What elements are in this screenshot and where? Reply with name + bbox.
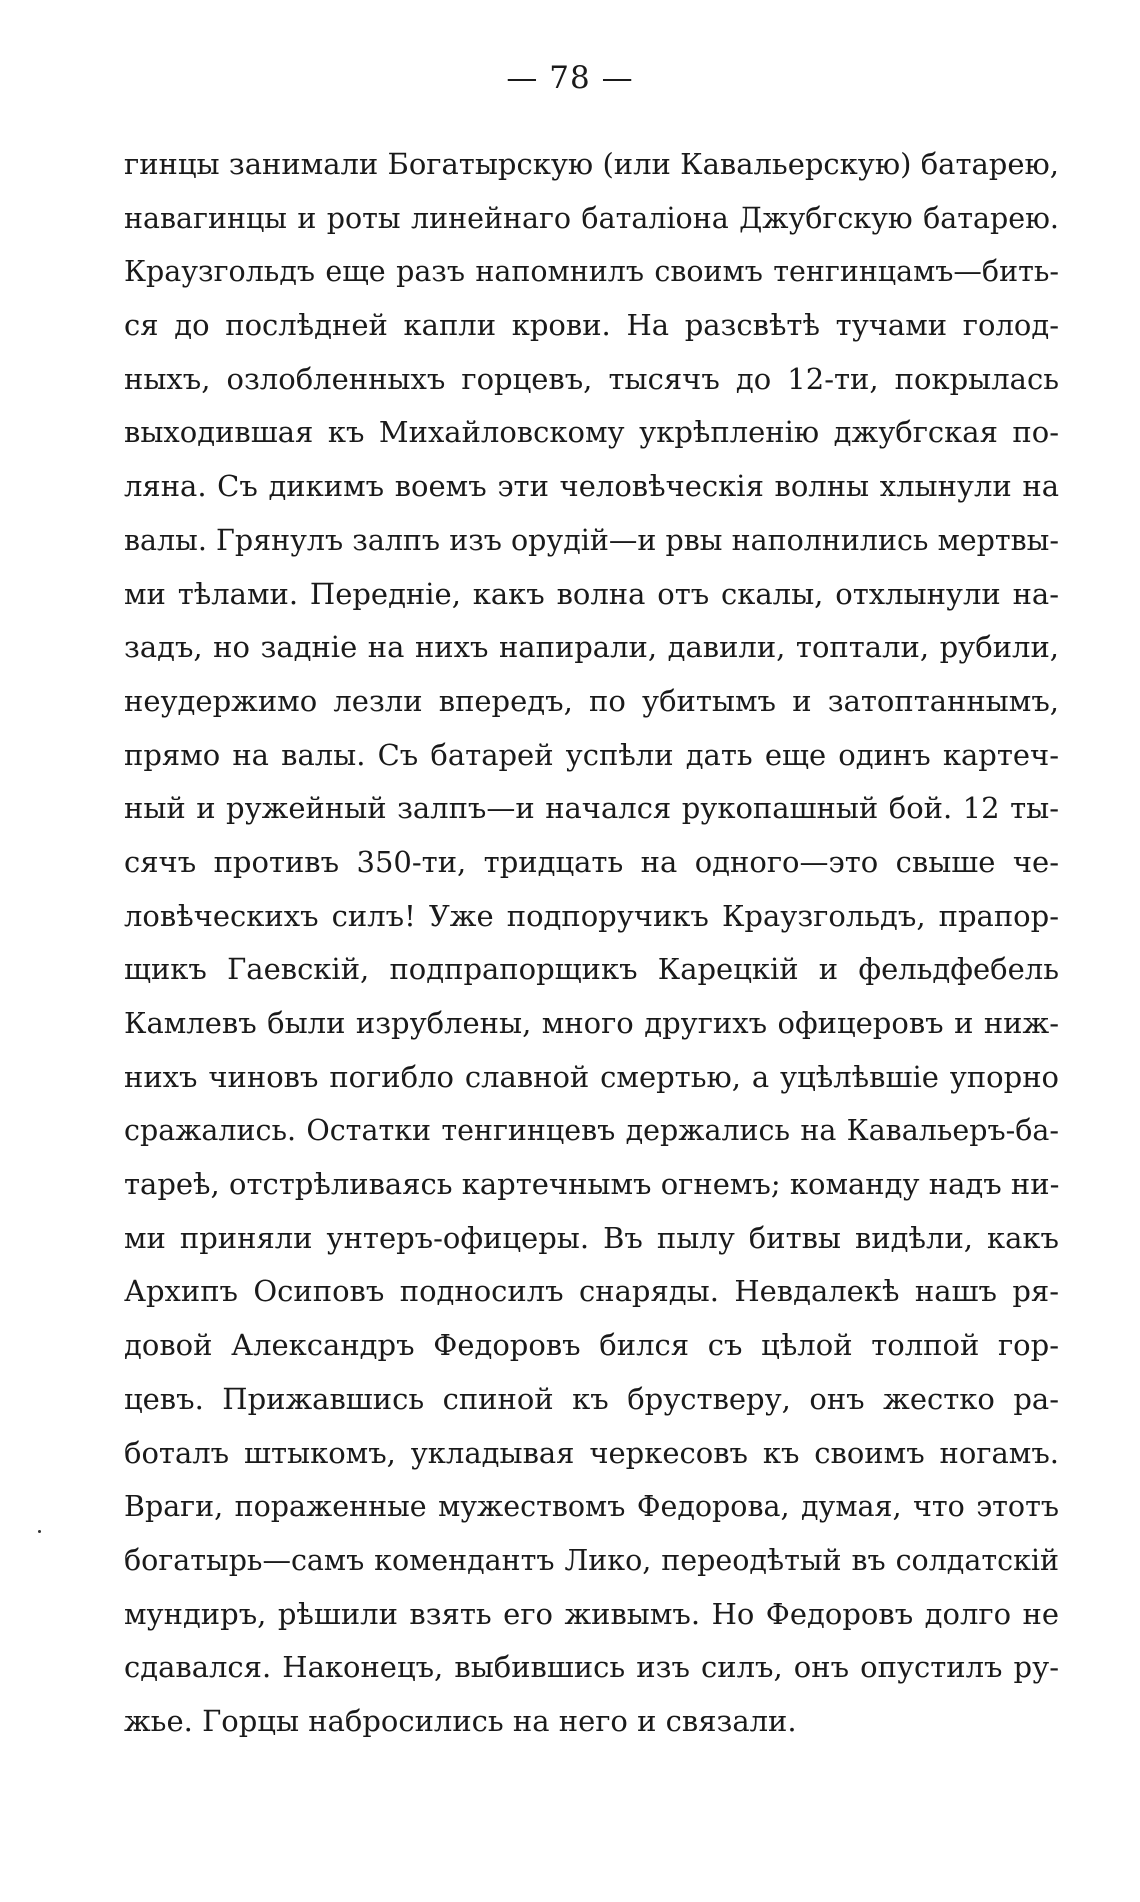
text-line: нихъ чиновъ погибло славной смертью, а уцѣлѣвшіе упорно [124,1059,1059,1094]
text-line: щикъ Гаевскій, подпрапорщикъ Карецкій и фельдфебель [124,952,1059,987]
text-line: цевъ. Прижавшись спиной къ брустверу, онъ жестко ра- [124,1381,1059,1416]
text-line: Камлевъ были изрублены, много другихъ офицеровъ и ниж- [124,1006,1059,1040]
text-line: боталъ штыкомъ, укладывая черкесовъ къ своимъ ногамъ. [124,1435,1059,1470]
text-line: задъ, но задніе на нихъ напирали, давили, топтали, рубили, [124,630,1059,665]
text-line: сражались. Остатки тенгинцевъ держались на Кавальеръ-ба- [124,1114,1059,1148]
text-line: гинцы занимали Богатырскую (или Кавальерскую) батарею, [124,147,1059,181]
text-line: жье. Горцы набросились на него и связали. [124,1703,797,1738]
text-line: навагинцы и роты линейнаго баталіона Джубгскую батарею. [124,201,1059,235]
text-line: ловѣческихъ силъ! Уже подпоручикъ Краузгольдъ, прапор- [124,898,1059,933]
text-line: ми приняли унтеръ-офицеры. Въ пылу битвы видѣли, какъ [124,1220,1059,1255]
text-line: сячъ противъ 350-ти, тридцать на одного—это свыше че- [124,844,1059,879]
text-line: сдавался. Наконецъ, выбившись изъ силъ, онъ опустилъ ру- [124,1650,1059,1685]
body-text [124,138,1059,1749]
text-line: богатырь—самъ комендантъ Лико, переодѣтый въ солдатскій [124,1543,1059,1577]
text-line: тареѣ, отстрѣливаясь картечнымъ огнемъ; команду надъ ни- [124,1167,1059,1202]
text-line: мундиръ, рѣшили взять его живымъ. Но Федоровъ долго не [124,1596,1059,1631]
text-line: ми тѣлами. Передніе, какъ волна отъ скалы, отхлынули на- [124,576,1059,611]
text-line: неудержимо лезли впередъ, по убитымъ и затоптаннымъ, [124,683,1059,718]
text-line: ляна. Съ дикимъ воемъ эти человѣческія волны хлынули на [124,469,1059,504]
text-line: Архипъ Осиповъ подносилъ снаряды. Невдалекѣ нашъ ря- [124,1274,1059,1309]
text-line: довой Александръ Федоровъ бился съ цѣлой толпой гор- [124,1328,1059,1363]
text-line: ныхъ, озлобленныхъ горцевъ, тысячъ до 12-ти, покрылась [124,361,1059,396]
text-line: ся до послѣдней капли крови. На разсвѣтѣ тучами голод- [124,308,1059,343]
page-number: — 78 — [506,60,634,96]
text-line: валы. Грянулъ залпъ изъ орудій—и рвы наполнились мертвы- [124,523,1059,557]
text-line: ный и ружейный залпъ—и начался рукопашный бой. 12 ты- [124,791,1059,826]
text-line: прямо на валы. Съ батарей успѣли дать еще одинъ картеч- [124,737,1059,772]
text-line: выходившая къ Михайловскому укрѣпленію джубгская по- [124,415,1059,450]
print-speck [38,1530,41,1533]
text-line: Враги, пораженные мужествомъ Федорова, думая, что этотъ [124,1490,1059,1524]
text-line: Краузгольдъ еще разъ напомнилъ своимъ тенгинцамъ—бить- [124,255,1059,289]
